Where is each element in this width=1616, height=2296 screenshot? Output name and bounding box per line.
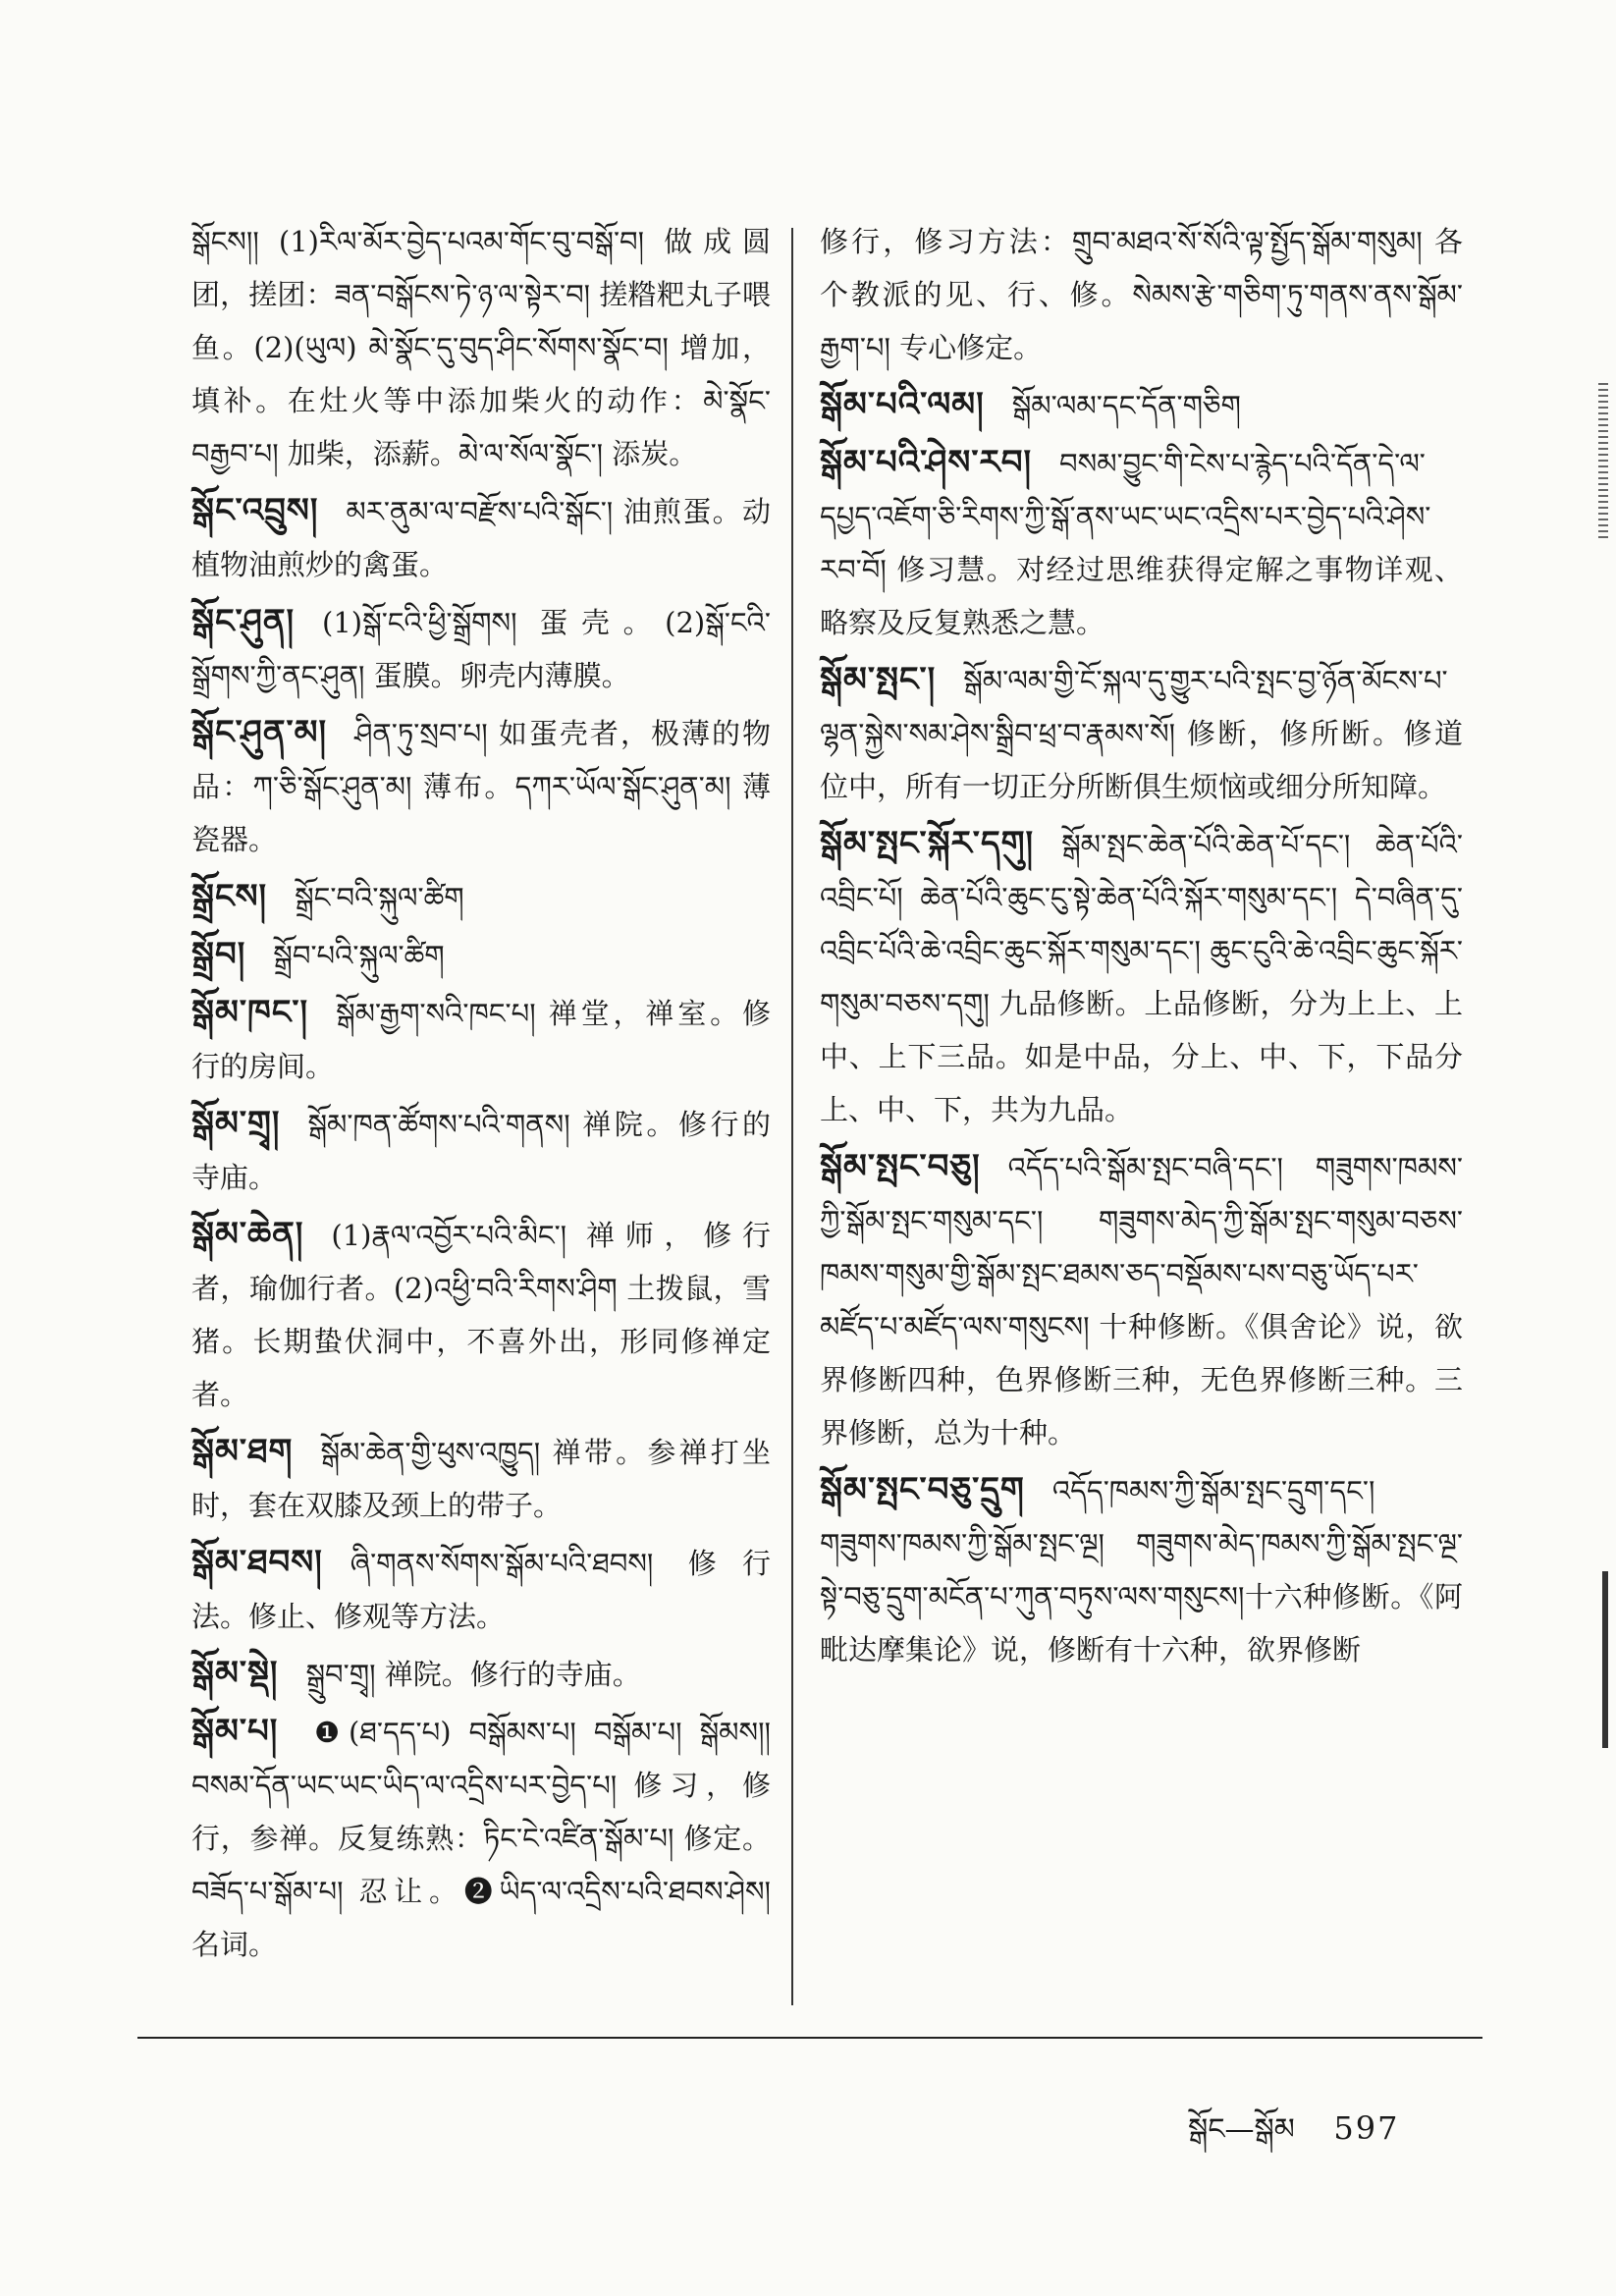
definition: སྒོངས།། (1)རིལ་མོར་བྱེད་པའམ་གོང་བུ་བསྒོ་བ། 做成圆团，搓团：ཟན་བསྒོངས་ཏེ་ཉ་ལ་སྟེར་བ། 搓糌粑丸子喂鱼。(2)(ཡུལ) མེ་སྣོང་དུ་བུད་ཤིང་སོགས་སྣོང་བ། 增加，填补。在灶火等中添加柴火的动作：མེ་སྣོང་བརྒྱབ་པ། 加柴，添薪。མེ་ལ་སོལ་སྣོང་། 添炭。 xyxy=(191,225,771,470)
headword: སྒོམ་ཁང་། xyxy=(191,993,309,1032)
definition: སྒོམ་ལམ་གྱི་ངོ་སྐལ་དུ་གྱུར་པའི་སྤང་བྱ་ཉོན་མོངས་པ་ལྷན་སྐྱེས་སམ་ཤེས་སྒྲིབ་ཕྲ་བ་རྣམས་སོ། 修断，修所断。修道位中，所有一切正分所断俱生烦恼或细分所知障。 xyxy=(820,664,1463,803)
definition: ཤིན་ཏུ་སྲབ་པ། 如蛋壳者，极薄的物品：ཀ་ཅི་སྒོང་ཤུན་མ། 薄布。དཀར་ཡོལ་སྒོང་ཤུན་མ། 薄瓷器。 xyxy=(191,717,771,856)
headword: སྒོམ་པ། xyxy=(191,1712,279,1751)
headword: སྒོམ་སྤང་བཅུ་དྲུག xyxy=(820,1470,1025,1509)
headword: སྒོམ་པའི་ཤེས་རབ། xyxy=(820,443,1033,482)
entry xyxy=(191,1647,771,1701)
definition: ❶(ཐ་དད་པ) བསྒོམས་པ། བསྒོམ་པ། སྒོམས།། བསམ་དོན་ཡང་ཡང་ཡིད་ལ་འདྲིས་པར་བྱེད་པ། 修习，修行，参禅。反复练熟：ཏིང་ངེ་འཛིན་སྒོམ་པ། 修定。བཟོད་པ་སྒོམ་པ། 忍让。❷ཡིད་ལ་འདྲིས་པའི་ཐབས་ཤེས། 名词。 xyxy=(191,1716,771,1961)
headword: སྒོམ་ཆེན། xyxy=(191,1215,304,1254)
headword: སྒོམ་ཐབས། xyxy=(191,1543,323,1582)
entry xyxy=(820,214,1463,374)
entry xyxy=(191,928,771,982)
headword: སྒོམ་སྤང་སྐོར་དགུ། xyxy=(820,824,1035,863)
definition: འདོད་ཁམས་ཀྱི་སྒོམ་སྤང་དྲུག་དང་། གཟུགས་ཁམས་ཀྱི་སྒོམ་སྤང་ལྔ། གཟུགས་མེད་ཁམས་ཀྱི་སྒོམ་སྤང་ལྔ་སྟེ་བཅུ་དྲུག་མངོན་པ་ཀུན་བཏུས་ལས་གསུངས།十六种修断。《阿毗达摩集论》说，修断有十六种，欲界修断 xyxy=(820,1474,1463,1667)
page-footer xyxy=(1188,2097,1400,2179)
headword: སྒྲོབ། xyxy=(191,935,246,974)
entry xyxy=(191,986,771,1093)
definition: (1)རྣལ་འབྱོར་པའི་མིང་། 禅师，修行者，瑜伽行者。(2)འཕྱི་བའི་རིགས་ཤིག 土拨鼠，雪猪。长期蛰伏洞中，不喜外出，形同修禅定者。 xyxy=(191,1219,771,1411)
entry xyxy=(191,214,771,480)
definition: ཞི་གནས་སོགས་སྒོམ་པའི་ཐབས། 修行法。修止、修观等方法。 xyxy=(191,1547,771,1633)
headword: སྒོམ་སྤང་། xyxy=(820,660,937,699)
edge-marks xyxy=(1598,383,1608,540)
definition: སྒོམ་ཆེན་གྱི་ཕུས་འཁྱུད། 禅带。参禅打坐时，套在双膝及颈上的带子。 xyxy=(191,1436,771,1522)
entry xyxy=(820,1463,1463,1676)
definition: སྒོམ་ལམ་དང་དོན་གཅིག xyxy=(1011,389,1241,422)
column-divider xyxy=(791,228,793,2005)
running-head-range: སྒོང—སྒོམ xyxy=(1188,2112,1295,2147)
headword: སྒོང་འབྲུས། xyxy=(191,491,319,530)
entry xyxy=(191,1425,771,1532)
entry xyxy=(191,706,771,866)
definition: སྒྲོང་བའི་སྐུལ་ཚིག xyxy=(295,881,464,914)
headword: སྒོམ་ཐག xyxy=(191,1432,294,1471)
footer-rule xyxy=(137,2037,1482,2039)
entry xyxy=(191,870,771,924)
entry xyxy=(191,595,771,702)
edge-bar xyxy=(1602,1571,1608,1748)
definition: སྒོམ་སྤང་ཆེན་པོའི་ཆེན་པོ་དང་། ཆེན་པོའི་འབྲིང་པོ། ཆེན་པོའི་ཆུང་ངུ་སྟེ་ཆེན་པོའི་སྐོར་གསུམ་དང་། དེ་བཞིན་དུ་འབྲིང་པོའི་ཆེ་འབྲིང་ཆུང་སྐོར་གསུམ་དང་། ཆུང་ངུའི་ཆེ་འབྲིང་ཆུང་སྐོར་གསུམ་བཅས་དགུ། 九品修断。上品修断，分为上上、上中、上下三品。如是中品，分上、中、下，下品分上、中、下，共为九品。 xyxy=(820,828,1463,1126)
entry xyxy=(820,378,1463,432)
entry xyxy=(820,436,1463,649)
definition: 修行，修习方法：གྲུབ་མཐའ་སོ་སོའི་ལྟ་སྤྱོད་སྒོམ་གསུམ། 各个教派的见、行、修。སེམས་རྩེ་གཅིག་ཏུ་གནས་ནས་སྒོམ་རྒྱག་པ། 专心修定。 xyxy=(820,225,1463,364)
entry xyxy=(820,817,1463,1136)
entry xyxy=(191,1705,771,1971)
headword: སྒོང་ཤུན། xyxy=(191,602,296,641)
right-column xyxy=(820,214,1463,1680)
headword: སྒོང་ཤུན་མ། xyxy=(191,713,328,752)
definition: སྒྲོབ་པའི་སྐུལ་ཚིག xyxy=(273,939,445,972)
left-column xyxy=(191,214,771,1975)
headword: སྒོམ་སྡེ། xyxy=(191,1654,279,1693)
page-number: 597 xyxy=(1333,2109,1400,2147)
definition: (1)སྒོ་ངའི་ཕྱི་སྒྲོགས། 蛋壳。(2)སྒོ་ངའི་སྒྲོགས་ཀྱི་ནང་ཤུན། 蛋膜。卵壳内薄膜。 xyxy=(191,606,771,692)
entry xyxy=(820,1140,1463,1459)
entry xyxy=(191,1208,771,1421)
headword: སྒོམ་སྤང་བཅུ། xyxy=(820,1147,981,1186)
definition: སྒྲུབ་གྲྭ། 禅院。修行的寺庙。 xyxy=(305,1658,641,1691)
entry xyxy=(191,1097,771,1204)
headword: སྒོམ་པའི་ལམ། xyxy=(820,385,985,424)
definition: སྒོམ་ཁན་ཚོགས་པའི་གནས། 禅院。修行的寺庙。 xyxy=(191,1108,771,1194)
entry xyxy=(191,484,771,591)
entry xyxy=(191,1536,771,1643)
definition: འདོད་པའི་སྒོམ་སྤང་བཞི་དང་། གཟུགས་ཁམས་ཀྱི་སྒོམ་སྤང་གསུམ་དང་། གཟུགས་མེད་ཀྱི་སྒོམ་སྤང་གསུམ་བཅས་ཁམས་གསུམ་གྱི་སྒོམ་སྤང་ཐམས་ཅད་བསྡོམས་པས་བཅུ་ཡོད་པར་མཛོད་པ་མཛོད་ལས་གསུངས། 十种修断。《俱舍论》说，欲界修断四种，色界修断三种，无色界修断三种。三界修断，总为十种。 xyxy=(820,1151,1463,1449)
definition: བསམ་བྱུང་གི་ངེས་པ་རྙེད་པའི་དོན་དེ་ལ་དཔྱད་འཇོག་ཅི་རིགས་ཀྱི་སྒོ་ནས་ཡང་ཡང་འདྲིས་པར་བྱེད་པའི་ཤེས་རབ་བོ། 修习慧。对经过思维获得定解之事物详观、略察及反复熟悉之慧。 xyxy=(820,447,1463,639)
definition: སྒོམ་རྒྱག་སའི་ཁང་པ། 禅堂，禅室。修行的房间。 xyxy=(191,997,771,1083)
headword: སྒོམ་གྲྭ། xyxy=(191,1104,281,1143)
headword: སྒྲོངས། xyxy=(191,877,268,916)
definition: མར་ནུམ་ལ་བརྫོས་པའི་སྒོང་། 油煎蛋。动植物油煎炒的禽蛋。 xyxy=(191,495,771,581)
entry xyxy=(820,653,1463,813)
